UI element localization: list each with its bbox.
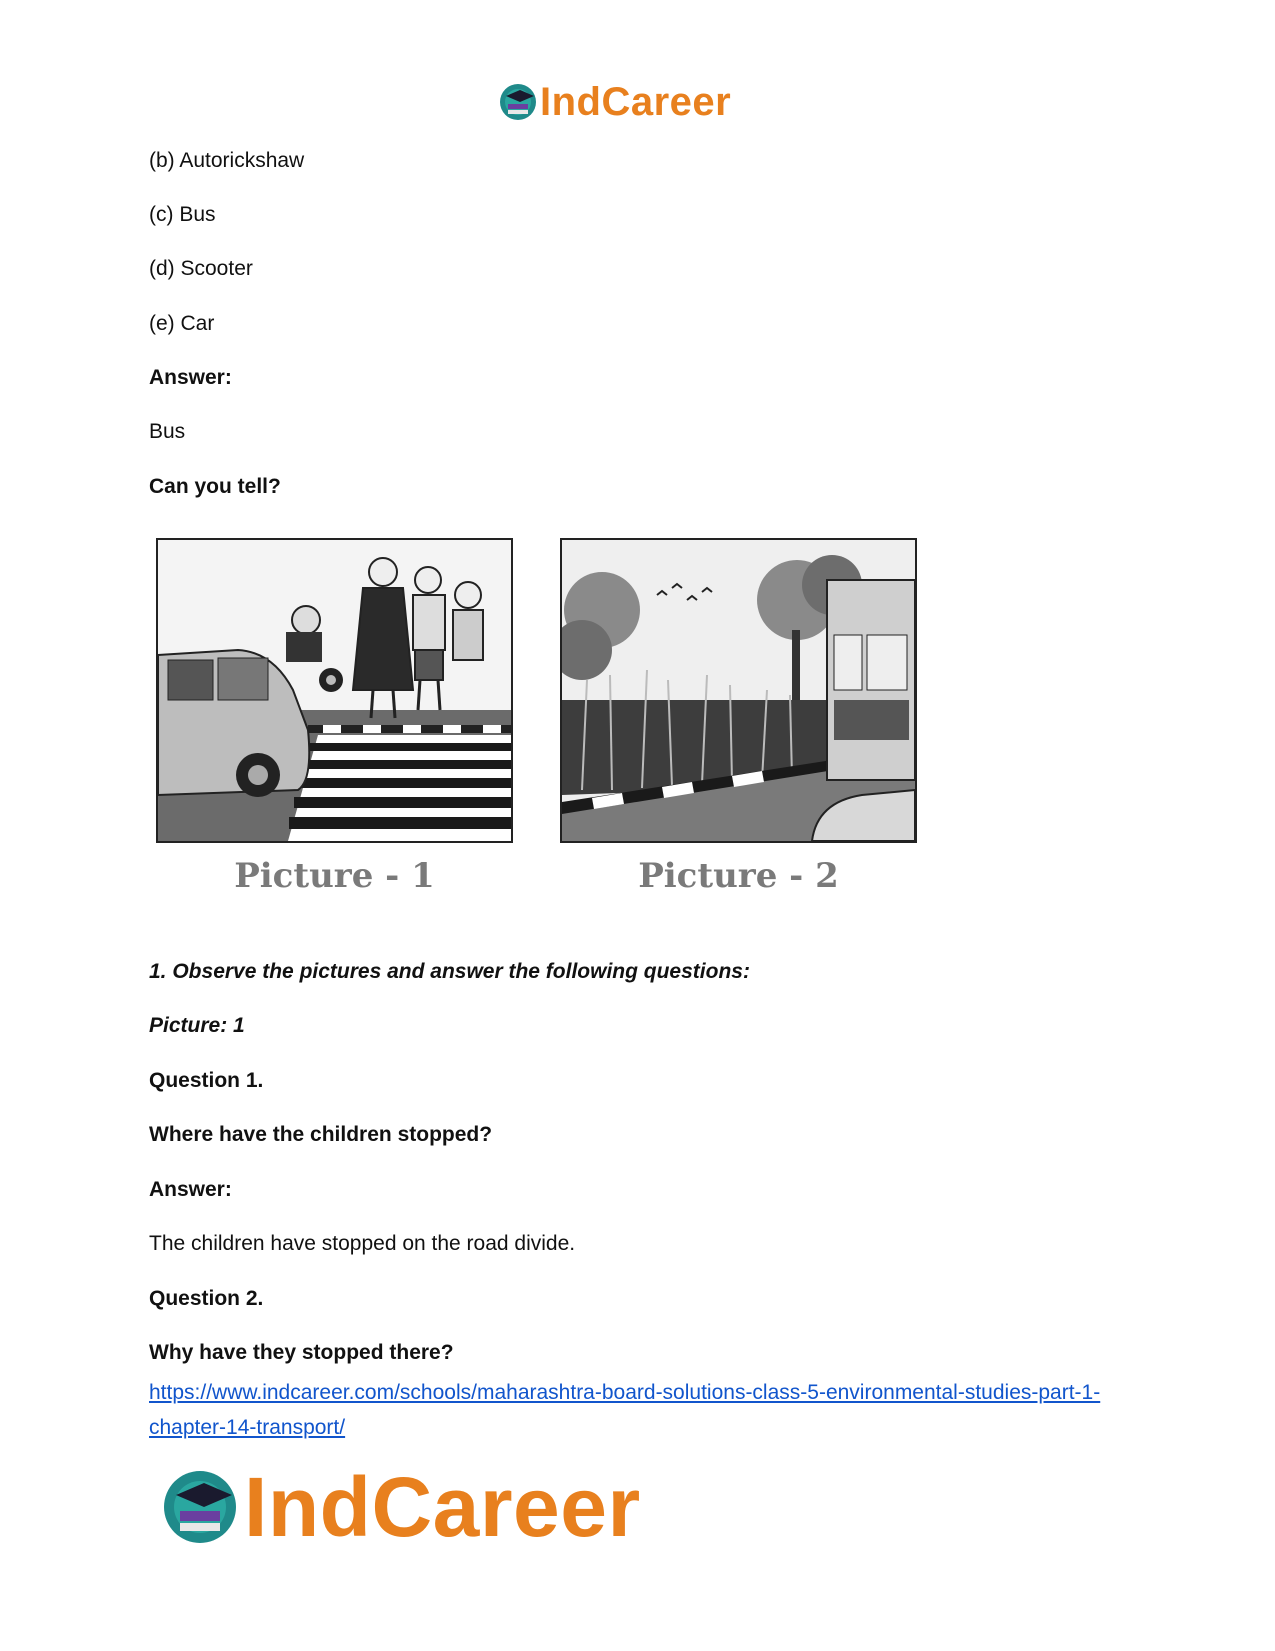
indcareer-logo-top — [498, 80, 731, 124]
picture-2-illustration — [560, 538, 917, 843]
picture-label: Picture: 1 — [149, 1014, 245, 1037]
option-e: (e) Car — [149, 312, 215, 335]
picture-1-caption: Picture - 1 — [234, 856, 435, 896]
logo-text: IndCareer — [244, 1459, 641, 1554]
option-d: (d) Scooter — [149, 257, 253, 280]
picture-1-illustration — [156, 538, 513, 843]
picture-2-caption: Picture - 2 — [638, 856, 839, 896]
source-link[interactable]: https://www.indcareer.com/schools/maharashtra-board-solutions-class-5-environmental-studies-part-1-chapter-14-transport/ — [149, 1381, 1101, 1439]
answer-text: Bus — [149, 420, 186, 443]
question-2-label: Question 2. — [149, 1287, 264, 1310]
question-1-label: Question 1. — [149, 1069, 264, 1092]
logo-text: IndCareer — [540, 79, 732, 124]
option-c: (c) Bus — [149, 203, 216, 226]
section-title: Can you tell? — [149, 475, 281, 498]
question-2-text: Why have they stopped there? — [149, 1341, 454, 1364]
option-b: (b) Autorickshaw — [149, 149, 305, 172]
transport-pictures-figure — [156, 538, 926, 898]
answer-label: Answer: — [149, 366, 232, 389]
indcareer-emblem-icon — [160, 1467, 240, 1547]
indcareer-logo-bottom — [160, 1459, 641, 1554]
indcareer-emblem-icon — [498, 82, 538, 122]
instruction: 1. Observe the pictures and answer the following questions: — [149, 960, 750, 983]
answer-label-2: Answer: — [149, 1178, 232, 1201]
answer-2-text: The children have stopped on the road divide. — [149, 1232, 576, 1255]
question-1-text: Where have the children stopped? — [149, 1123, 493, 1146]
